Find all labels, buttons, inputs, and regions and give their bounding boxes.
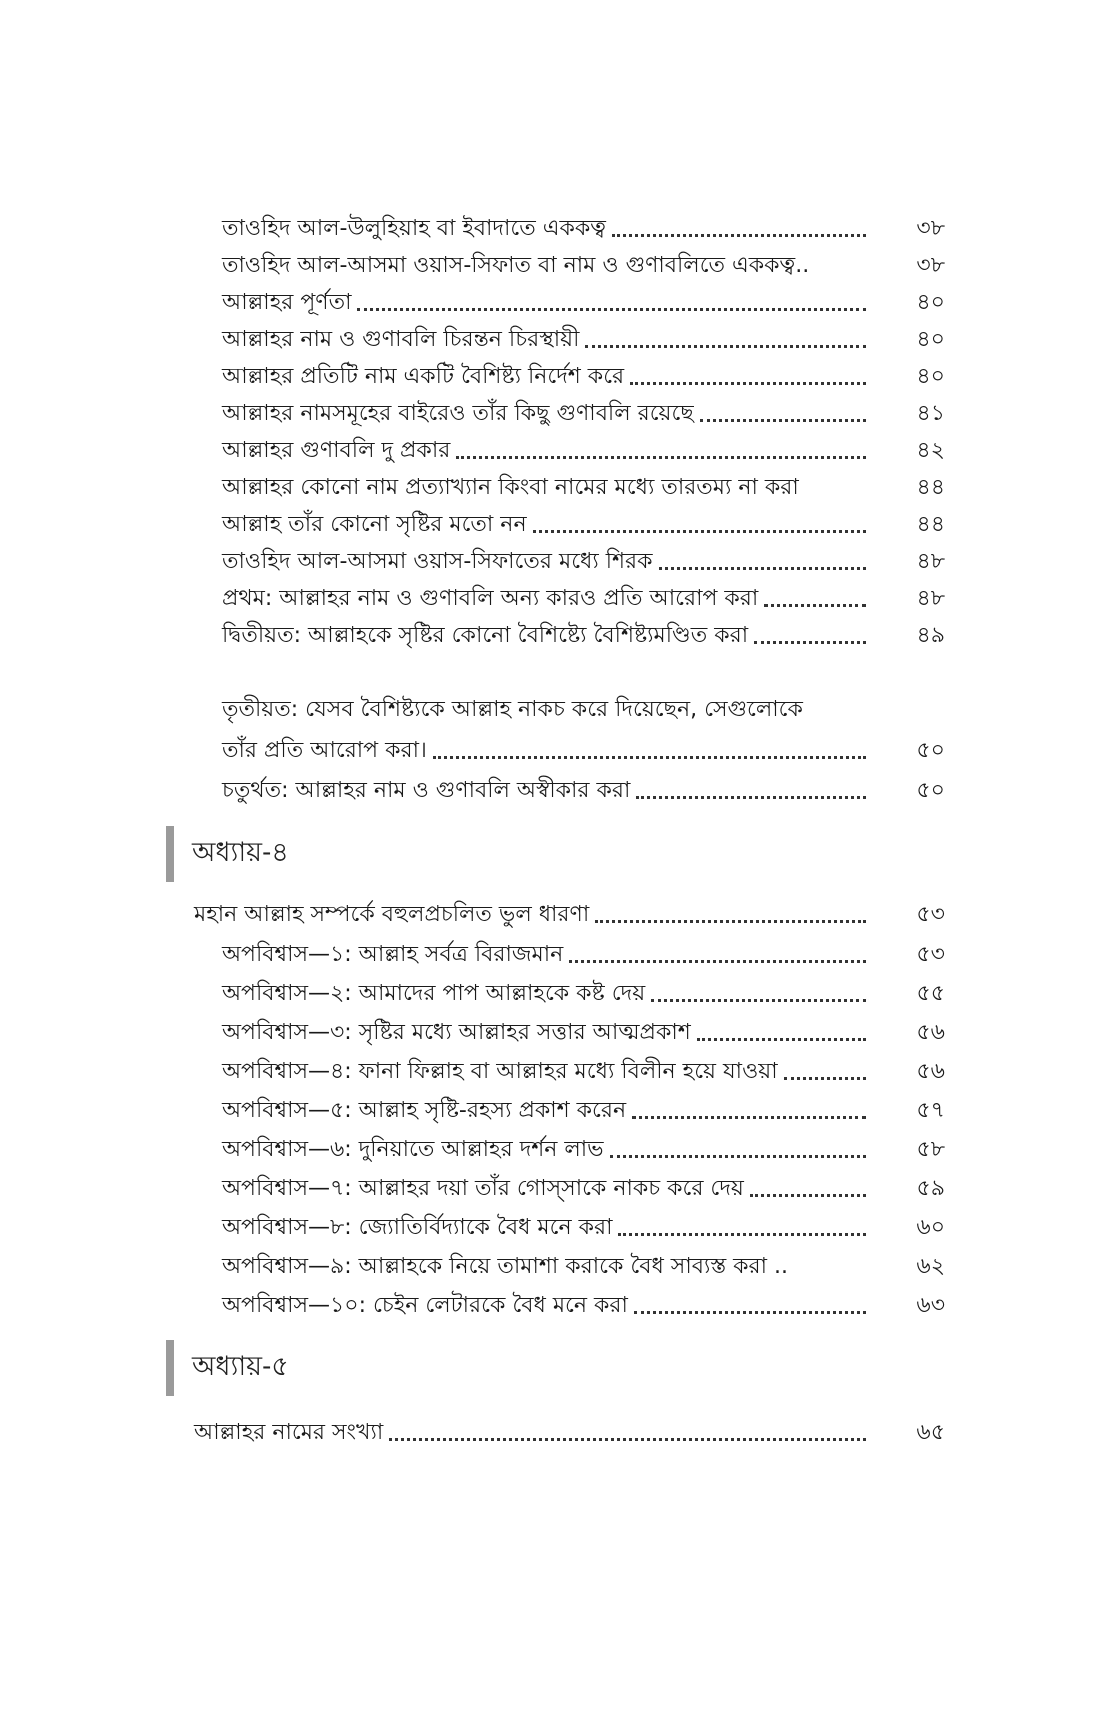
toc-entry-title-line1: তৃতীয়ত: যেসব বৈশিষ্ট্যকে আল্লাহ নাকচ করে দিয়েছেন, সেগুলোকে [222, 697, 803, 722]
toc-entry-page: ৪২ [916, 438, 945, 463]
toc-entry [222, 611, 874, 651]
toc-entry-title: অপবিশ্বাস—৫: আল্লাহ সৃষ্টি-রহস্য প্রকাশ করেন [222, 1098, 627, 1123]
toc-entry-title: চতুর্থত: আল্লাহর নাম ও গুণাবলি অস্বীকার করা [222, 778, 631, 803]
dot-leader [697, 1038, 866, 1041]
toc-entry [222, 463, 874, 503]
toc-entry-page: ৫৭ [916, 1098, 945, 1123]
toc-entry-title-line2: তাঁর প্রতি আরোপ করা। [222, 738, 427, 763]
toc-entry-page: ৫৬ [916, 1020, 945, 1045]
dot-leader [569, 960, 866, 963]
toc-entry [222, 1242, 874, 1282]
dot-leader [764, 604, 866, 607]
toc-entry-title: প্রথম: আল্লাহর নাম ও গুণাবলি অন্য কারও প্রতি আরোপ করা [222, 586, 759, 611]
toc-entry-page: ৬৩ [916, 1293, 945, 1318]
toc-entry-page: ৫০ [916, 738, 945, 763]
toc-entry-title: অপবিশ্বাস—১০: চেইন লেটারকে বৈধ মনে করা [222, 1293, 628, 1318]
dot-leader [612, 234, 866, 237]
chapter-bar [166, 1340, 174, 1396]
toc-entry-page: ৪০ [916, 327, 945, 352]
toc-entry [222, 537, 874, 577]
dot-leader [533, 530, 866, 533]
toc-entry [222, 1164, 874, 1204]
toc-entry-title: অপবিশ্বাস—৬: দুনিয়াতে আল্লাহর দর্শন লাভ [222, 1137, 604, 1162]
toc-entry-page: ৫৩ [916, 902, 945, 927]
toc-entry-title: আল্লাহর নাম ও গুণাবলি চিরন্তন চিরস্থায়ী [222, 327, 580, 352]
dot-leader [750, 1194, 866, 1197]
toc-entry-page: ৩৮ [916, 216, 945, 241]
toc-entry [222, 1047, 874, 1087]
toc-entry-title: দ্বিতীয়ত: আল্লাহকে সৃষ্টির কোনো বৈশিষ্ট্যে বৈশিষ্ট্যমণ্ডিত করা [222, 623, 749, 648]
chapter-heading [166, 1340, 289, 1396]
toc-entry-title: অপবিশ্বাস—৮: জ্যোতির্বিদ্যাকে বৈধ মনে করা [222, 1215, 613, 1240]
toc-entry-page: ৪৪ [916, 512, 945, 537]
dot-leader [659, 567, 866, 570]
toc-entry-title: আল্লাহর নামসমূহের বাইরেও তাঁর কিছু গুণাবলি রয়েছে [222, 401, 694, 426]
dot-leader [754, 641, 866, 644]
toc-entry [222, 315, 874, 355]
toc-entry-page: ৫৩ [916, 942, 945, 967]
chapter-bar [166, 826, 174, 882]
toc-entry [222, 574, 874, 614]
toc-entry [222, 930, 874, 970]
toc-entry [222, 1281, 874, 1321]
toc-entry-page: ৪৪ [916, 475, 945, 500]
dot-leader [651, 999, 866, 1002]
toc-entry-title: আল্লাহর গুণাবলি দু প্রকার [222, 438, 451, 463]
toc-entry-page: ৪০ [916, 364, 945, 389]
toc-entry-page: ৪১ [916, 401, 945, 426]
dot-leader [630, 382, 866, 385]
toc-entry-page: ৬২ [916, 1254, 945, 1279]
chapter-heading [166, 826, 289, 882]
dot-leader [632, 1116, 866, 1119]
toc-entry [222, 969, 874, 1009]
toc-entry-page: ৪০ [916, 290, 945, 315]
chapter-title: অধ্যায়-৪ [192, 836, 289, 868]
dot-leader [618, 1233, 866, 1236]
toc-entry [222, 241, 874, 281]
toc-entry-page: ৫০ [916, 778, 945, 803]
dot-leader [456, 456, 866, 459]
toc-entry-title: অপবিশ্বাস—৯: আল্লাহকে নিয়ে তামাশা করাকে বৈধ সাব্যস্ত করা .. [222, 1254, 789, 1279]
toc-entry [222, 1125, 874, 1165]
dot-leader [610, 1155, 866, 1158]
toc-entry-title: অপবিশ্বাস—৭: আল্লাহর দয়া তাঁর গোস্সাকে নাকচ করে দেয় [222, 1176, 744, 1201]
toc-entry-page: ৬৫ [916, 1420, 945, 1445]
toc-entry [222, 500, 874, 540]
toc-entry-title: তাওহিদ আল-আসমা ওয়াস-সিফাত বা নাম ও গুণাবলিতে এককত্ব.. [222, 253, 810, 278]
toc-entry-page: ৪৮ [916, 586, 945, 611]
toc-entry-main [194, 1408, 874, 1448]
toc-entry [222, 726, 874, 766]
dot-leader [585, 345, 866, 348]
toc-entry-main [194, 890, 874, 930]
toc-entry [222, 389, 874, 429]
chapter-title: অধ্যায়-৫ [192, 1350, 289, 1382]
toc-entry-title: মহান আল্লাহ সম্পর্কে বহুলপ্রচলিত ভুল ধারণা [194, 902, 590, 927]
dot-leader [389, 1438, 866, 1441]
toc-entry [222, 278, 874, 318]
toc-entry-title: অপবিশ্বাস—৩: সৃষ্টির মধ্যে আল্লাহর সত্তার আত্মপ্রকাশ [222, 1020, 691, 1045]
dot-leader [595, 920, 866, 923]
dot-leader [634, 1311, 866, 1314]
toc-entry [222, 204, 874, 244]
toc-entry-page: ৫৮ [916, 1137, 945, 1162]
dot-leader [433, 756, 866, 759]
toc-entry-title: আল্লাহ তাঁর কোনো সৃষ্টির মতো নন [222, 512, 527, 537]
dot-leader [700, 419, 866, 422]
toc-entry-page: ৪৮ [916, 549, 945, 574]
dot-leader [357, 308, 866, 311]
toc-entry [222, 1086, 874, 1126]
toc-entry-title: আল্লাহর কোনো নাম প্রত্যাখ্যান কিংবা নামের মধ্যে তারতম্য না করা [222, 475, 799, 500]
toc-entry [222, 1203, 874, 1243]
toc-entry-title: আল্লাহর পূর্ণতা [222, 290, 352, 315]
toc-entry-page: ৫৯ [916, 1176, 945, 1201]
toc-entry [222, 766, 874, 806]
toc-entry-title: অপবিশ্বাস—১: আল্লাহ সর্বত্র বিরাজমান [222, 942, 564, 967]
dot-leader [784, 1077, 866, 1080]
toc-entry-page: ৪৯ [916, 623, 945, 648]
toc-entry-page: ৩৮ [916, 253, 945, 278]
toc-entry-title: অপবিশ্বাস—৪: ফানা ফিল্লাহ বা আল্লাহর মধ্যে বিলীন হয়ে যাওয়া [222, 1059, 778, 1084]
toc-entry-page: ৫৬ [916, 1059, 945, 1084]
dot-leader [636, 796, 866, 799]
toc-entry-page: ৫৫ [916, 981, 945, 1006]
toc-entry-title: আল্লাহর নামের সংখ্যা [194, 1420, 384, 1445]
toc-entry [222, 352, 874, 392]
toc-entry-title: তাওহিদ আল-আসমা ওয়াস-সিফাতের মধ্যে শিরক [222, 549, 653, 574]
toc-entry-title: আল্লাহর প্রতিটি নাম একটি বৈশিষ্ট্য নির্দেশ করে [222, 364, 625, 389]
toc-entry-title: অপবিশ্বাস—২: আমাদের পাপ আল্লাহকে কষ্ট দেয় [222, 981, 646, 1006]
toc-entry-page: ৬০ [916, 1215, 945, 1240]
toc-entry [222, 1008, 874, 1048]
toc-entry-title: তাওহিদ আল-উলুহিয়াহ বা ইবাদাতে এককত্ব [222, 216, 606, 241]
toc-entry [222, 426, 874, 466]
